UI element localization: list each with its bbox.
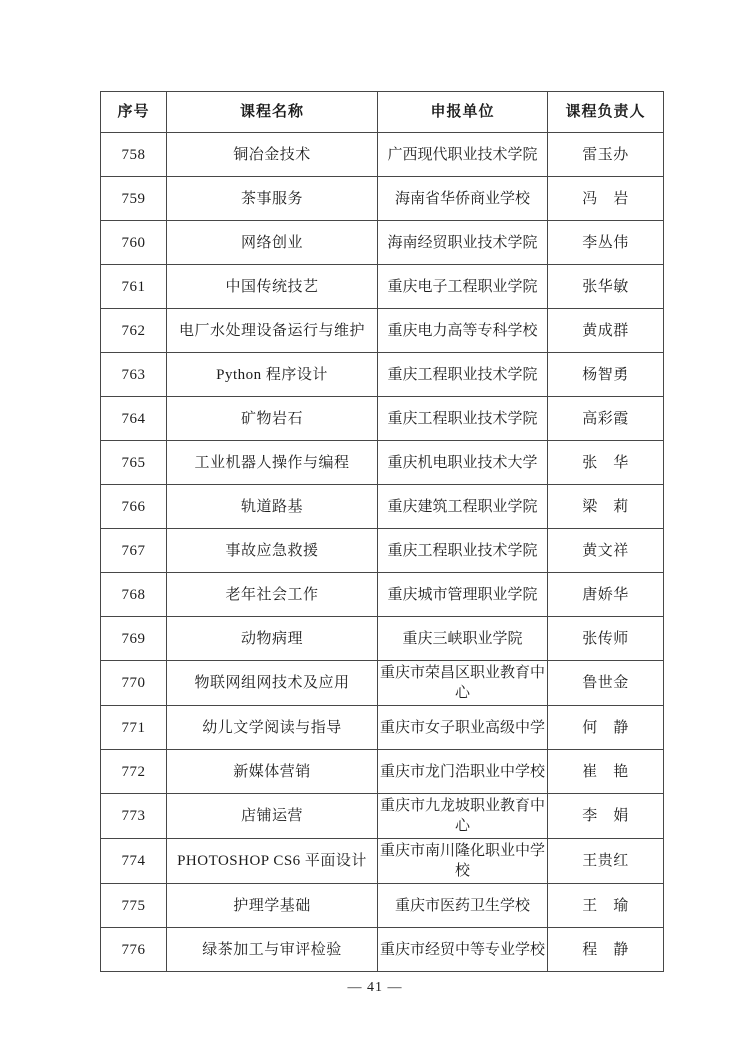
cell-course: 店铺运营 xyxy=(167,794,378,839)
cell-course: 动物病理 xyxy=(167,617,378,661)
cell-course: 护理学基础 xyxy=(167,884,378,928)
page-number: — 41 — xyxy=(347,980,403,995)
cell-no: 770 xyxy=(101,661,167,706)
cell-unit: 广西现代职业技术学院 xyxy=(378,133,548,177)
cell-leader: 鲁世金 xyxy=(548,661,664,706)
cell-course: 幼儿文学阅读与指导 xyxy=(167,706,378,750)
cell-unit: 海南经贸职业技术学院 xyxy=(378,221,548,265)
cell-leader: 王贵红 xyxy=(548,839,664,884)
column-header-leader: 课程负责人 xyxy=(548,92,664,133)
cell-no: 767 xyxy=(101,529,167,573)
table-row xyxy=(101,573,664,617)
cell-no: 764 xyxy=(101,397,167,441)
cell-leader: 张华敏 xyxy=(548,265,664,309)
cell-leader: 崔 艳 xyxy=(548,750,664,794)
cell-course: PHOTOSHOP CS6 平面设计 xyxy=(167,839,378,884)
table-body xyxy=(101,133,664,972)
cell-leader: 李 娟 xyxy=(548,794,664,839)
cell-no: 774 xyxy=(101,839,167,884)
cell-unit: 重庆市荣昌区职业教育中心 xyxy=(378,661,548,706)
cell-course: Python 程序设计 xyxy=(167,353,378,397)
cell-course: 电厂水处理设备运行与维护 xyxy=(167,309,378,353)
cell-unit: 重庆市女子职业高级中学 xyxy=(378,706,548,750)
cell-course: 物联网组网技术及应用 xyxy=(167,661,378,706)
cell-unit: 重庆工程职业技术学院 xyxy=(378,529,548,573)
cell-unit: 重庆市龙门浩职业中学校 xyxy=(378,750,548,794)
cell-unit: 重庆电力高等专科学校 xyxy=(378,309,548,353)
cell-no: 771 xyxy=(101,706,167,750)
cell-no: 773 xyxy=(101,794,167,839)
cell-leader: 冯 岩 xyxy=(548,177,664,221)
cell-unit: 重庆工程职业技术学院 xyxy=(378,397,548,441)
cell-unit: 重庆市经贸中等专业学校 xyxy=(378,928,548,972)
cell-no: 776 xyxy=(101,928,167,972)
column-header-serial: 序号 xyxy=(101,92,167,133)
cell-leader: 高彩霞 xyxy=(548,397,664,441)
table-row xyxy=(101,706,664,750)
cell-course: 网络创业 xyxy=(167,221,378,265)
cell-leader: 黄文祥 xyxy=(548,529,664,573)
cell-leader: 梁 莉 xyxy=(548,485,664,529)
cell-leader: 黄成群 xyxy=(548,309,664,353)
table-row xyxy=(101,133,664,177)
table-row xyxy=(101,839,664,884)
table-row xyxy=(101,441,664,485)
cell-course: 工业机器人操作与编程 xyxy=(167,441,378,485)
table-row xyxy=(101,750,664,794)
cell-unit: 重庆城市管理职业学院 xyxy=(378,573,548,617)
table-row xyxy=(101,221,664,265)
cell-no: 772 xyxy=(101,750,167,794)
cell-course: 绿茶加工与审评检验 xyxy=(167,928,378,972)
cell-course: 新媒体营销 xyxy=(167,750,378,794)
table-row xyxy=(101,529,664,573)
table-row xyxy=(101,794,664,839)
column-header-unit: 申报单位 xyxy=(378,92,548,133)
table-row xyxy=(101,397,664,441)
cell-leader: 张 华 xyxy=(548,441,664,485)
cell-leader: 何 静 xyxy=(548,706,664,750)
cell-course: 事故应急救援 xyxy=(167,529,378,573)
cell-no: 766 xyxy=(101,485,167,529)
cell-leader: 唐娇华 xyxy=(548,573,664,617)
cell-no: 761 xyxy=(101,265,167,309)
table-row xyxy=(101,353,664,397)
cell-unit: 重庆市南川隆化职业中学校 xyxy=(378,839,548,884)
cell-course: 茶事服务 xyxy=(167,177,378,221)
column-header-course-name: 课程名称 xyxy=(167,92,378,133)
table-row xyxy=(101,485,664,529)
cell-no: 762 xyxy=(101,309,167,353)
cell-leader: 张传师 xyxy=(548,617,664,661)
cell-unit: 重庆市九龙坡职业教育中心 xyxy=(378,794,548,839)
cell-course: 铜冶金技术 xyxy=(167,133,378,177)
header-row xyxy=(101,92,664,133)
cell-no: 769 xyxy=(101,617,167,661)
cell-no: 759 xyxy=(101,177,167,221)
cell-unit: 重庆市医药卫生学校 xyxy=(378,884,548,928)
cell-no: 758 xyxy=(101,133,167,177)
cell-course: 中国传统技艺 xyxy=(167,265,378,309)
cell-course: 矿物岩石 xyxy=(167,397,378,441)
course-table-header xyxy=(101,92,664,133)
cell-no: 765 xyxy=(101,441,167,485)
table-row xyxy=(101,617,664,661)
cell-course: 轨道路基 xyxy=(167,485,378,529)
cell-leader: 程 静 xyxy=(548,928,664,972)
cell-leader: 李丛伟 xyxy=(548,221,664,265)
table-row xyxy=(101,661,664,706)
cell-no: 775 xyxy=(101,884,167,928)
cell-unit: 重庆工程职业技术学院 xyxy=(378,353,548,397)
cell-no: 768 xyxy=(101,573,167,617)
cell-unit: 海南省华侨商业学校 xyxy=(378,177,548,221)
table-row xyxy=(101,928,664,972)
table-row xyxy=(101,265,664,309)
cell-leader: 雷玉办 xyxy=(548,133,664,177)
table-row xyxy=(101,309,664,353)
cell-unit: 重庆机电职业技术大学 xyxy=(378,441,548,485)
cell-unit: 重庆建筑工程职业学院 xyxy=(378,485,548,529)
table-row xyxy=(101,884,664,928)
cell-course: 老年社会工作 xyxy=(167,573,378,617)
course-table xyxy=(100,91,664,972)
table-row xyxy=(101,177,664,221)
cell-leader: 王 瑜 xyxy=(548,884,664,928)
cell-unit: 重庆电子工程职业学院 xyxy=(378,265,548,309)
cell-no: 763 xyxy=(101,353,167,397)
cell-no: 760 xyxy=(101,221,167,265)
cell-unit: 重庆三峡职业学院 xyxy=(378,617,548,661)
cell-leader: 杨智勇 xyxy=(548,353,664,397)
